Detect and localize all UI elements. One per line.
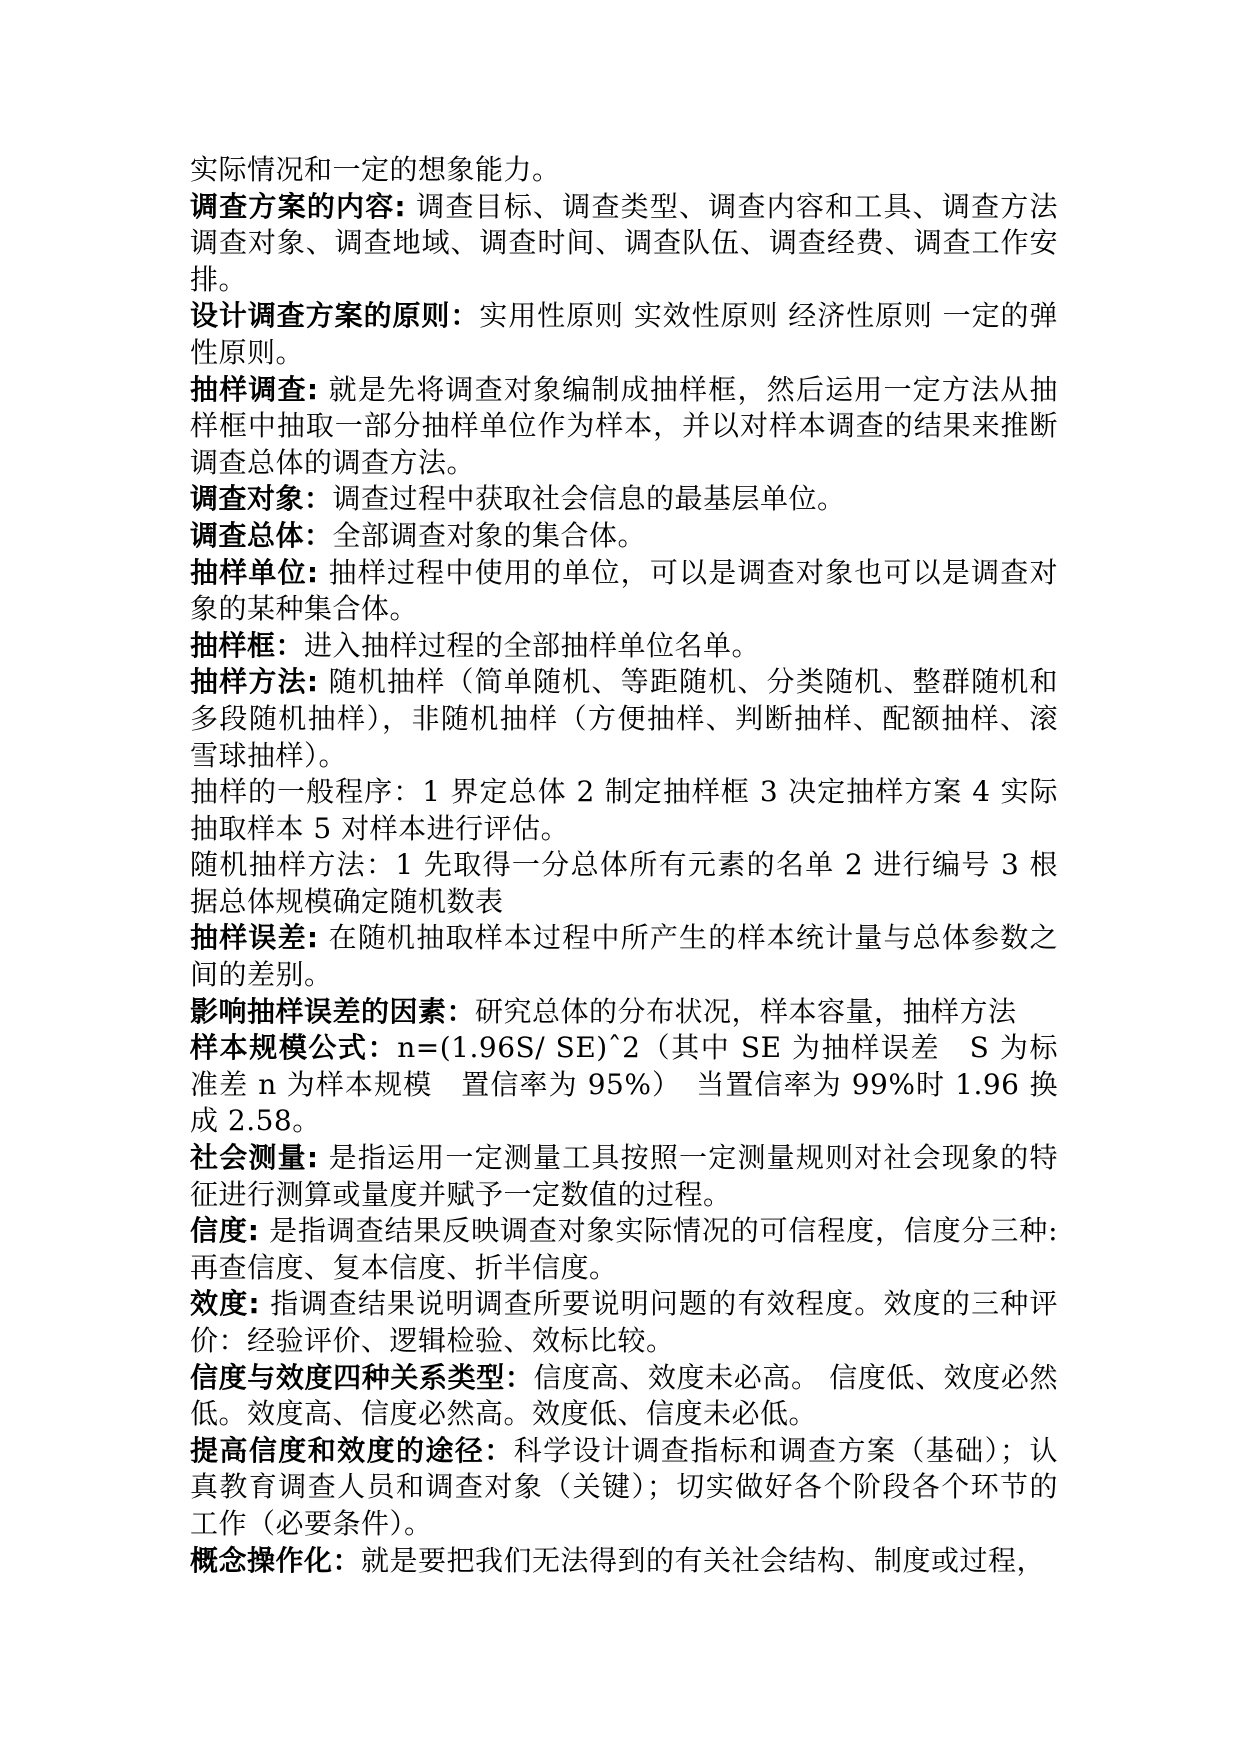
- term-heading: 影响抽样误差的因素：: [190, 994, 476, 1028]
- paragraph-body: 抽样的一般程序：1 界定总体 2 制定抽样框 3 决定抽样方案 4 实际抽取样本 5 对样本进行评估。: [190, 775, 1058, 845]
- term-heading: 效度:: [190, 1287, 261, 1321]
- paragraph-body: 进入抽样过程的全部抽样单位名单。: [304, 628, 761, 662]
- paragraph-body: 随机抽样（简单随机、等距随机、分类随机、整群随机和多段随机抽样），非随机抽样（方便抽样、判断抽样、配额抽样、滚雪球抽样）。: [190, 665, 1058, 772]
- document-page: [190, 152, 1058, 1579]
- term-heading: 概念操作化：: [190, 1543, 362, 1577]
- paragraph-body: n=(1.96S/ SE)ˆ2（其中 SE 为抽样误差 S 为标准差 n 为样本规模 置信率为 95%） 当置信率为 99%时 1.96 换成 2.58。: [190, 1031, 1058, 1138]
- paragraph-sampling-survey: [190, 372, 1058, 482]
- paragraph-sampling-unit: [190, 555, 1058, 628]
- term-heading: 抽样调查:: [190, 372, 319, 406]
- term-heading: 样本规模公式：: [190, 1031, 398, 1065]
- paragraph-survey-plan-principles: [190, 298, 1058, 371]
- paragraph-sample-size-formula: [190, 1030, 1058, 1140]
- paragraph-sampling-procedure: [190, 774, 1058, 847]
- paragraph-body: 调查过程中获取社会信息的最基层单位。: [332, 482, 846, 516]
- term-heading: 调查总体：: [190, 518, 333, 552]
- term-heading: 社会测量:: [190, 1141, 319, 1175]
- paragraph-body: 实际情况和一定的想象能力。: [190, 153, 561, 186]
- paragraph-imagination: [190, 152, 1058, 189]
- term-heading: 提高信度和效度的途径：: [190, 1433, 514, 1467]
- paragraph-error-factors: [190, 994, 1058, 1031]
- paragraph-validity: [190, 1286, 1058, 1359]
- paragraph-body: 是指运用一定测量工具按照一定测量规则对社会现象的特征进行测算或量度并赋予一定数值的过程。: [190, 1141, 1058, 1211]
- paragraph-body: 全部调查对象的集合体。: [332, 518, 647, 552]
- term-heading: 设计调查方案的原则：: [190, 299, 480, 333]
- paragraph-random-sampling-method: [190, 847, 1058, 920]
- paragraph-body: 就是先将调查对象编制成抽样框，然后运用一定方法从抽样框中抽取一部分抽样单位作为样本，并以对样本调查的结果来推断调查总体的调查方法。: [190, 372, 1058, 479]
- paragraph-reliability: [190, 1213, 1058, 1286]
- paragraph-body: 指调查结果说明调查所要说明问题的有效程度。效度的三种评价：经验评价、逻辑检验、效标比较。: [190, 1287, 1058, 1357]
- term-heading: 抽样方法:: [190, 665, 319, 699]
- term-heading: 抽样单位:: [190, 555, 319, 589]
- paragraph-sampling-method: [190, 664, 1058, 774]
- paragraph-sampling-frame: [190, 628, 1058, 665]
- paragraph-social-measurement: [190, 1140, 1058, 1213]
- term-heading: 信度:: [190, 1214, 260, 1248]
- term-heading: 信度与效度四种关系类型：: [190, 1360, 534, 1394]
- paragraph-body: 信度高、效度未必高。 信度低、效度必然低。效度高、信度必然高。效度低、信度未必低。: [190, 1360, 1058, 1431]
- term-heading: 调查对象：: [190, 482, 333, 516]
- paragraph-body: 抽样过程中使用的单位，可以是调查对象也可以是调查对象的某种集合体。: [190, 555, 1058, 626]
- paragraph-survey-object: [190, 481, 1058, 518]
- paragraph-survey-population: [190, 518, 1058, 555]
- paragraph-sampling-error: [190, 920, 1058, 993]
- paragraph-body: 是指调查结果反映调查对象实际情况的可信程度，信度分三种:再查信度、复本信度、折半信度。: [190, 1214, 1058, 1284]
- paragraph-body: 科学设计调查指标和调查方案（基础）；认真教育调查人员和调查对象（关键）；切实做好各个阶段各个环节的工作（必要条件）。: [190, 1433, 1058, 1540]
- paragraph-body: 实用性原则 实效性原则 经济性原则 一定的弹性原则。: [190, 299, 1058, 369]
- paragraph-reliability-validity-relations: [190, 1360, 1058, 1433]
- paragraph-body: 随机抽样方法：1 先取得一分总体所有元素的名单 2 进行编号 3 根据总体规模确定随机数表: [190, 848, 1058, 918]
- paragraph-body: 在随机抽取样本过程中所产生的样本统计量与总体参数之间的差别。: [190, 921, 1058, 992]
- term-heading: 调查方案的内容:: [190, 189, 407, 223]
- term-heading: 抽样框：: [190, 628, 305, 662]
- paragraph-body: 研究总体的分布状况，样本容量，抽样方法: [475, 994, 1017, 1028]
- paragraph-survey-plan-content: [190, 189, 1058, 299]
- paragraph-improve-reliability-validity: [190, 1433, 1058, 1543]
- paragraph-operationalization: [190, 1543, 1058, 1580]
- paragraph-body: 就是要把我们无法得到的有关社会结构、制度或过程，: [361, 1543, 1046, 1577]
- paragraph-body: 调查目标、调查类型、调查内容和工具、调查方法调查对象、调查地域、调查时间、调查队伍、调查经费、调查工作安排。: [190, 189, 1058, 296]
- term-heading: 抽样误差:: [190, 921, 319, 955]
